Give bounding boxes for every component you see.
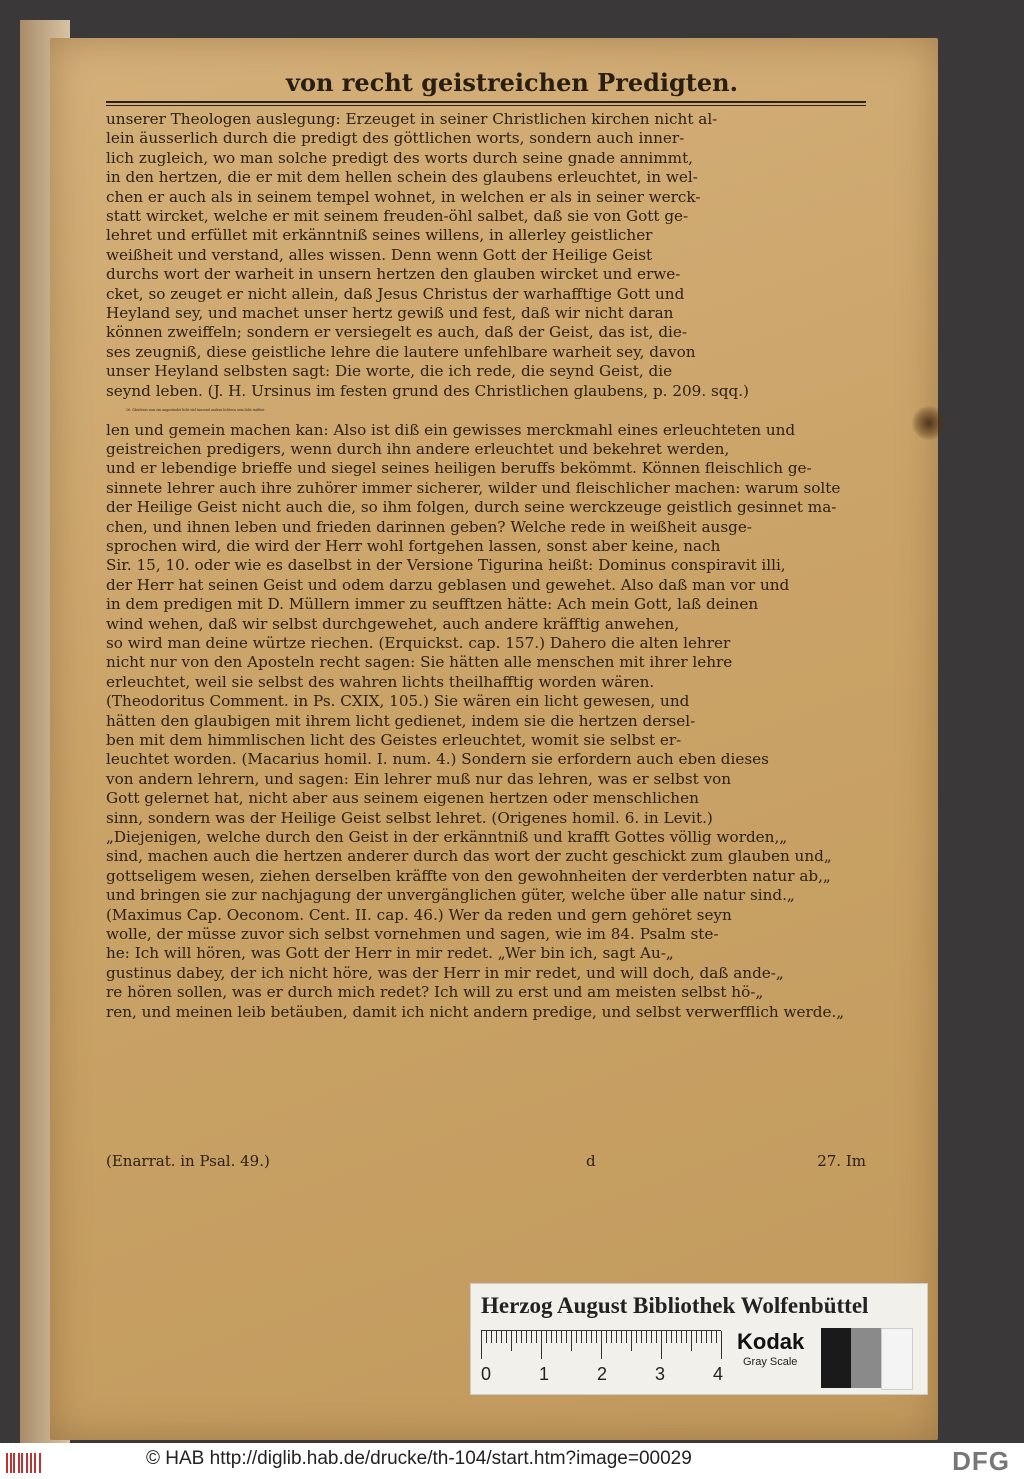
text-line: gottseligem wesen, ziehen derselben kräffte von den gewohnheiten der verderbten natur ab,„	[106, 866, 831, 885]
text-line: nicht nur von den Aposteln recht sagen: Sie hätten alle menschen mit ihrer lehre	[106, 653, 733, 672]
text-line: in dem predigen mit D. Müllern immer zu seufftzen hätte: Ach mein Gott, laß deinen	[106, 595, 759, 614]
text-line: ses zeugniß, diese geistliche lehre die lautere unfehlbare warheit sey, davon	[106, 342, 696, 361]
ruler-tick	[721, 1331, 722, 1359]
gray-swatch-black	[821, 1328, 851, 1388]
gray-scale-label: Gray Scale	[743, 1356, 798, 1368]
ruler-number: 2	[597, 1364, 608, 1384]
text-line: 26. Gleichwie nun ein angezündet licht viel tausend andern lichtern sein licht mitthei-	[126, 408, 266, 413]
ruler-tick	[611, 1331, 612, 1343]
library-title: Herzog August Bibliothek Wolfenbüttel	[481, 1293, 869, 1318]
ruler-tick	[516, 1331, 517, 1343]
text-line: sprochen wird, die wird der Herr wohl fortgehen lassen, sonst aber keine, nach	[106, 536, 721, 555]
text-line: lich zugleich, wo man solche predigt des worts durch seine gnade annimmt,	[106, 148, 693, 167]
text-line: durchs wort der warheit in unsern hertzen den glauben wircket und erwe-	[106, 265, 681, 284]
text-line: (Maximus Cap. Oeconom. Cent. II. cap. 46.) Wer da reden und gern gehöret seyn	[106, 905, 732, 924]
ruler-tick	[596, 1331, 597, 1343]
text-line: wolle, der müsse zuvor sich selbst vornehmen und sagen, wie im 84. Psalm ste-	[106, 925, 719, 944]
text-line: erleuchtet, weil sie selbst des wahren lichts theilhafftig worden wären.	[106, 672, 655, 691]
ruler-tick	[601, 1331, 602, 1359]
barcode-bar	[34, 1453, 36, 1473]
copyright-url[interactable]: © HAB http://diglib.hab.de/drucke/th-104/start.htm?image=00029	[146, 1448, 692, 1469]
text-line: chen er auch als in seinem tempel wohnet, in welchen er als in seiner werck-	[106, 187, 701, 206]
dfg-logo: DFG	[952, 1446, 1010, 1476]
ruler-tick	[501, 1331, 502, 1343]
body-text	[106, 110, 866, 1022]
signature-mark: d	[586, 1152, 596, 1170]
library-label-card	[470, 1283, 928, 1395]
running-head: von recht geistreichen Predigten.	[286, 68, 738, 97]
ruler-tick	[681, 1331, 682, 1343]
text-line: lein äusserlich durch die predigt des göttlichen worts, sondern auch inner-	[106, 129, 685, 148]
ruler-tick	[606, 1331, 607, 1343]
text-line: lehret und erfüllet mit erkänntniß seines willens, in allerley geistlicher	[106, 226, 653, 245]
gray-swatch-white	[881, 1328, 913, 1390]
ruler-tick	[701, 1331, 702, 1343]
ruler-tick	[661, 1331, 662, 1359]
ruler-tick	[671, 1331, 672, 1343]
ruler-tick	[556, 1331, 557, 1343]
ruler-tick	[656, 1331, 657, 1343]
ruler-tick	[566, 1331, 567, 1343]
barcode-bar	[10, 1453, 12, 1473]
text-line: Heyland sey, und machet unser hertz gewiß und fest, daß wir nicht daran	[106, 304, 674, 323]
ruler-number: 4	[713, 1364, 724, 1384]
ruler-tick	[641, 1331, 642, 1343]
gray-swatch-mid	[851, 1328, 881, 1388]
text-line: von andern lehrern, und sagen: Ein lehrer muß nur das lehren, was er selbst von	[106, 769, 732, 788]
ruler-tick	[551, 1331, 552, 1343]
ruler-tick	[526, 1331, 527, 1343]
ruler-tick	[581, 1331, 582, 1343]
text-line: re hören sollen, was er durch mich redet? Ich will zu erst und am meisten selbst hö-„	[106, 983, 764, 1002]
text-line: sind, machen auch die hertzen anderer durch das wort der zucht geschickt zum glauben und„	[106, 847, 832, 866]
barcode-bar	[6, 1453, 8, 1473]
ruler-tick	[561, 1331, 562, 1343]
text-line: Gott gelernet hat, nicht aber aus seinem eigenen hertzen oder menschlichen	[106, 789, 699, 808]
text-line: hätten den glaubigen mit ihrem licht gedienet, indem sie die hertzen dersel-	[106, 711, 696, 730]
text-line: gustinus dabey, der ich nicht höre, was der Herr in mir redet, und will doch, daß ande-„	[106, 963, 784, 982]
ruler-tick	[706, 1331, 707, 1343]
text-line: der Heilige Geist nicht auch die, so ihm folgen, durch seine werckzeuge geistlich gesinnet ma-	[106, 498, 837, 517]
text-line: (Theodoritus Comment. in Ps. CXIX, 105.) Sie wären ein licht gewesen, und	[106, 692, 690, 711]
text-line: cket, so zeuget er nicht allein, daß Jesus Christus der warhafftige Gott und	[106, 284, 685, 303]
ruler-tick	[591, 1331, 592, 1343]
kodak-logo: Kodak	[737, 1329, 805, 1354]
barcode-bar	[21, 1453, 23, 1473]
text-line: weißheit und verstand, alles wissen. Denn wenn Gott der Heilige Geist	[106, 245, 653, 264]
head-rule	[106, 101, 866, 106]
text-line: ben mit dem himmlischen licht des Geistes erleuchtet, womit sie selbst er-	[106, 731, 682, 749]
footer-citation: (Enarrat. in Psal. 49.)	[106, 1152, 270, 1170]
text-line: ren, und meinen leib betäuben, damit ich nicht andern predige, und selbst verwerfflich werde.„	[106, 1002, 845, 1021]
ruler-tick	[571, 1331, 572, 1351]
barcode-bar	[39, 1453, 41, 1473]
text-line: he: Ich will hören, was Gott der Herr in mir redet. „Wer bin ich, sagt Au-„	[106, 944, 674, 963]
ruler-tick	[531, 1331, 532, 1343]
ruler-tick	[646, 1331, 647, 1343]
ruler-tick	[536, 1331, 537, 1343]
ruler-tick	[506, 1331, 507, 1343]
ruler-tick	[666, 1331, 667, 1343]
text-line: der Herr hat seinen Geist und odem darzu geblasen und gewehet. Also daß man vor und	[106, 575, 790, 594]
ruler-tick	[541, 1331, 542, 1359]
text-line: wind wehen, daß wir selbst durchgewehet, auch andere kräfftig anwehen,	[106, 614, 680, 633]
barcode-bar	[13, 1453, 15, 1473]
page-foot	[106, 1152, 866, 1170]
barcode-bar	[26, 1453, 28, 1473]
text-line: können zweiffeln; sondern er versiegelt es auch, daß der Geist, das ist, die-	[106, 323, 688, 342]
catchword: 27. Im	[817, 1152, 866, 1170]
text-line: so wird man deine würtze riechen. (Erquickst. cap. 157.) Dahero die alten lehrer	[106, 633, 731, 652]
text-line: „Diejenigen, welche durch den Geist in der erkänntniß und krafft Gottes völlig worden,„	[106, 828, 788, 847]
barcode-icon	[6, 1453, 44, 1473]
ruler-tick	[481, 1331, 482, 1359]
text-line: und er lebendige brieffe und siegel seines heiligen beruffs bekömmt. Können fleischlich ge-	[106, 459, 812, 478]
text-line: sinnete lehrer auch ihre zuhörer immer sicherer, wilder und fleischlicher machen: warum solte	[106, 478, 841, 497]
ink-stain	[912, 406, 946, 440]
ruler-tick	[576, 1331, 577, 1343]
barcode-bar	[18, 1453, 20, 1473]
text-line: len und gemein machen kan: Also ist diß ein gewisses merckmahl eines erleuchteten und	[106, 420, 796, 439]
text-line: unser Heyland selbsten sagt: Die worte, die ich rede, die seynd Geist, die	[106, 362, 673, 381]
ruler-tick	[676, 1331, 677, 1343]
text-line: statt wircket, welche er mit seinem freuden-öhl salbet, daß sie von Gott ge-	[106, 207, 689, 226]
ruler-tick	[651, 1331, 652, 1343]
ruler-tick	[586, 1331, 587, 1343]
ruler-tick	[616, 1331, 617, 1343]
ruler-tick	[621, 1331, 622, 1343]
ruler-tick	[511, 1331, 512, 1351]
text-line: und bringen sie zur nachjagung der unvergänglichen güter, welche über alle natur sind.„	[106, 886, 795, 905]
viewer-footer	[0, 1443, 1024, 1479]
ruler-number: 1	[539, 1364, 550, 1384]
ruler-tick	[636, 1331, 637, 1343]
ruler-tick	[631, 1331, 632, 1351]
ruler-tick	[626, 1331, 627, 1343]
text-line: in den hertzen, die er mit dem hellen schein des glaubens erleuchtet, in wel-	[106, 168, 698, 187]
text-line: geistreichen predigers, wenn durch ihn andere erleuchtet und bekehret werden,	[106, 439, 730, 458]
ruler-number: 3	[655, 1364, 666, 1384]
ruler-tick	[496, 1331, 497, 1343]
text-line: seynd leben. (J. H. Ursinus im festen grund des Christlichen glaubens, p. 209. sqq.)	[106, 381, 749, 400]
barcode-bar	[30, 1453, 32, 1473]
ruler-tick	[696, 1331, 697, 1343]
ruler-tick	[491, 1331, 492, 1343]
ruler-number: 0	[481, 1364, 492, 1384]
text-line: chen, und ihnen leben und frieden darinnen geben? Welche rede in weißheit ausge-	[106, 517, 752, 536]
ruler-tick	[711, 1331, 712, 1343]
ruler-tick	[521, 1331, 522, 1343]
ruler-tick	[486, 1331, 487, 1343]
ruler-tick	[691, 1331, 692, 1351]
text-line: leuchtet worden. (Macarius homil. I. num. 4.) Sondern sie erfordern auch eben dieses	[106, 750, 769, 769]
text-line: Sir. 15, 10. oder wie es daselbst in der Versione Tigurina heißt: Dominus conspiravit illi,	[106, 556, 786, 575]
text-line: sinn, sondern was der Heilige Geist selbst lehret. (Origenes homil. 6. in Levit.)	[106, 808, 713, 827]
ruler-tick	[716, 1331, 717, 1343]
ruler-tick	[686, 1331, 687, 1343]
scale-ruler	[481, 1330, 721, 1361]
ruler-tick	[546, 1331, 547, 1343]
text-line: unserer Theologen auslegung: Erzeuget in seiner Christlichen kirchen nicht al-	[106, 110, 718, 128]
